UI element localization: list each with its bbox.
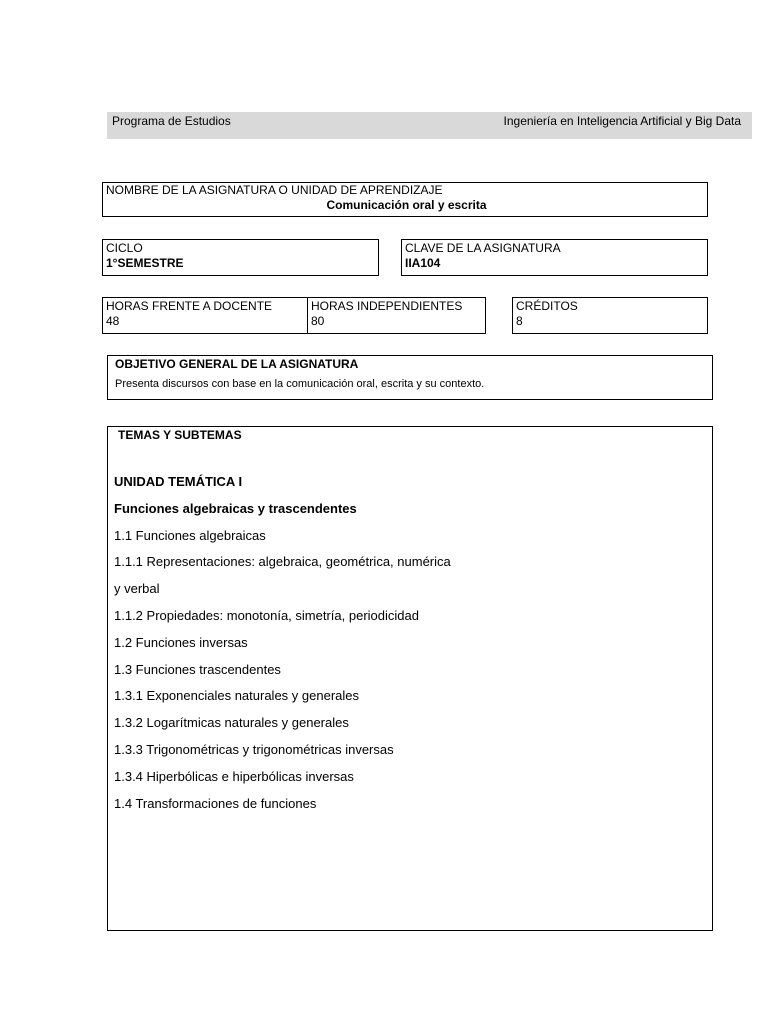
credits-box [512,297,708,334]
topics-title: TEMAS Y SUBTEMAS [118,428,242,442]
credits-label: CRÉDITOS [516,299,578,313]
topics-box [107,426,713,931]
teacher-hours-label: HORAS FRENTE A DOCENTE [106,299,273,313]
independent-hours-label: HORAS INDEPENDIENTES [311,299,463,313]
subject-name-label: NOMBRE DE LA ASIGNATURA O UNIDAD DE APRENDIZAJE [106,183,443,197]
topic-item: 1.3.1 Exponenciales naturales y generales [114,688,359,704]
topic-item: 1.1 Funciones algebraicas [114,527,266,543]
general-objective-text: Presenta discursos con base en la comunicación oral, escrita y su contexto. [115,378,485,390]
topic-item: 1.3.4 Hiperbólicas e hiperbólicas inversas [114,768,354,784]
subject-key-box [401,239,708,276]
topic-item: 1.3.2 Logarítmicas naturales y generales [114,715,349,731]
general-objective-label: OBJETIVO GENERAL DE LA ASIGNATURA [115,357,359,371]
credits-value: 8 [516,314,523,328]
document-header [107,112,752,139]
topic-item: 1.4 Transformaciones de funciones [114,795,317,811]
topic-unit-title: Funciones algebraicas y trascendentes [114,500,357,516]
cycle-box [102,239,379,276]
topic-item: 1.1.2 Propiedades: monotonía, simetría, periodicidad [114,607,419,623]
subject-name-value: Comunicación oral y escrita [326,198,487,212]
subject-name-box [102,182,708,217]
independent-hours-value: 80 [311,314,325,328]
subject-key-value: IIA104 [405,256,441,270]
topic-item: 1.3.3 Trigonométricas y trigonométricas inversas [114,741,394,757]
general-objective-box [107,355,713,400]
topic-unit-heading: UNIDAD TEMÁTICA I [114,474,243,489]
header-program-label: Programa de Estudios [112,114,231,128]
topics-list [114,473,451,821]
cycle-value: 1°SEMESTRE [106,256,184,270]
topic-item: 1.2 Funciones inversas [114,634,248,650]
teacher-hours-value: 48 [106,314,120,328]
topic-item: 1.1.1 Representaciones: algebraica, geométrica, numérica [114,554,451,570]
subject-key-label: CLAVE DE LA ASIGNATURA [405,241,561,255]
header-career-label: Ingeniería en Inteligencia Artificial y Big Data [503,114,741,128]
topic-item: 1.3 Funciones trascendentes [114,661,281,677]
cycle-label: CICLO [106,241,143,255]
independent-hours-box [307,297,486,334]
topic-item: y verbal [114,581,160,597]
teacher-hours-box [102,297,308,334]
